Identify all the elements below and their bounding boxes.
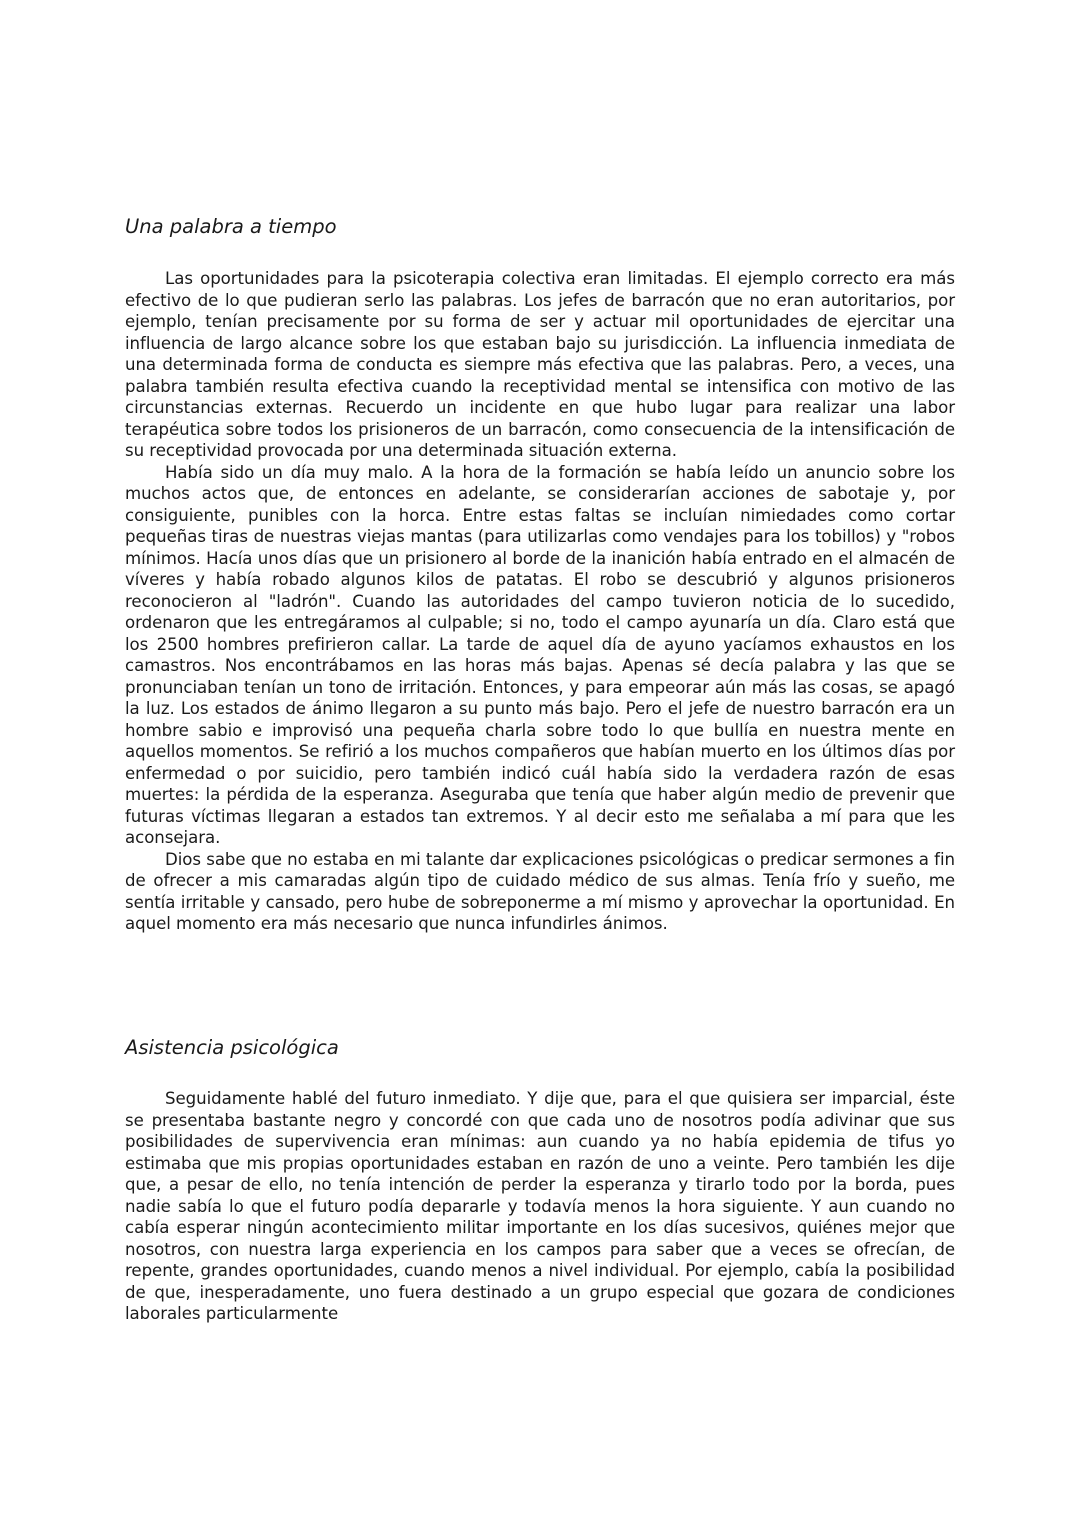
section-body-una-palabra-a-tiempo <box>125 268 955 935</box>
paragraph: Las oportunidades para la psicoterapia colectiva eran limitadas. El ejemplo correcto era más efectivo de lo que pudieran serlo las palabras. Los jefes de barracón que no eran autoritarios, por ejemplo, tenían precisamente por su forma de ser y actuar mil oportunidades de ejercitar una influencia de largo alcance sobre los que estaban bajo su jurisdicción. La influencia inmediata de una determinada forma de conducta es siempre más efectiva que las palabras. Pero, a veces, una palabra también resulta efectiva cuando la receptividad mental se intensifica con motivo de las circunstancias externas. Recuerdo un incidente en que hubo lugar para realizar una labor terapéutica sobre todos los prisioneros de un barracón, como consecuencia de la intensificación de su receptividad provocada por una determinada situación externa. <box>125 269 955 460</box>
paragraph: Dios sabe que no estaba en mi talante dar explicaciones psicológicas o predicar sermones a fin de ofrecer a mis camaradas algún tipo de cuidado médico de sus almas. Tenía frío y sueño, me sentía irritable y cansado, pero hube de sobreponerme a mí mismo y aprovechar la oportunidad. En aquel momento era más necesario que nunca infundirles ánimos. <box>125 849 955 933</box>
section-title-una-palabra-a-tiempo: Una palabra a tiempo <box>125 215 337 238</box>
paragraph: Había sido un día muy malo. A la hora de la formación se había leído un anuncio sobre los muchos actos que, de entonces en adelante, se considerarían acciones de sabotaje y, por consiguiente, punibles con la horca. Entre estas faltas se incluían nimiedades como cortar pequeñas tiras de nuestras viejas mantas (para utilizarlas como vendajes para los tobillos) y "robos mínimos. Hacía unos días que un prisionero al borde de la inanición había entrado en el almacén de víveres y había robado algunos kilos de patatas. El robo se descubrió y algunos prisioneros reconocieron al "ladrón". Cuando las autoridades del campo tuvieron noticia de lo sucedido, ordenaron que les entregáramos al culpable; si no, todo el campo ayunaría un día. Claro está que los 2500 hombres prefirieron callar. La tarde de aquel día de ayuno yacíamos exhaustos en los camastros. Nos encontrábamos en las horas más bajas. Apenas sé decía palabra y las que se pronunciaban tenían un tono de irritación. Entonces, y para empeorar aún más las cosas, se apagó la luz. Los estados de ánimo llegaron a su punto más bajo. Pero el jefe de nuestro barracón era un hombre sabio e improvisó una pequeña charla sobre todo lo que bullía en nuestra mente en aquellos momentos. Se refirió a los muchos compañeros que habían muerto en los últimos días por enfermedad o por suicidio, pero también indicó cuál había sido la verdadera razón de esas muertes: la pérdida de la esperanza. Aseguraba que tenía que haber algún medio de prevenir que futuras víctimas llegaran a estados tan extremos. Y al decir esto me señalaba a mí para que les aconsejara. <box>125 462 955 847</box>
paragraph: Seguidamente hablé del futuro inmediato. Y dije que, para el que quisiera ser imparcial, éste se presentaba bastante negro y concordé con que cada uno de nosotros podía adivinar que sus posibilidades de supervivencia eran mínimas: aun cuando ya no había epidemia de tifus yo estimaba que mis propias oportunidades estaban en razón de uno a veinte. Pero también les dije que, a pesar de ello, no tenía intención de perder la esperanza y tirarlo todo por la borda, pues nadie sabía lo que el futuro podía depararle y todavía menos la hora siguiente. Y aun cuando no cabía esperar ningún acontecimiento militar importante en los días sucesivos, quiénes mejor que nosotros, con nuestra larga experiencia en los campos para saber que a veces se ofrecían, de repente, grandes oportunidades, cuando menos a nivel individual. Por ejemplo, cabía la posibilidad de que, inesperadamente, uno fuera destinado a un grupo especial que gozara de condiciones laborales particularmente <box>125 1089 955 1323</box>
section-title-asistencia-psicologica: Asistencia psicológica <box>125 1036 339 1059</box>
section-body-asistencia-psicologica <box>125 1088 955 1325</box>
